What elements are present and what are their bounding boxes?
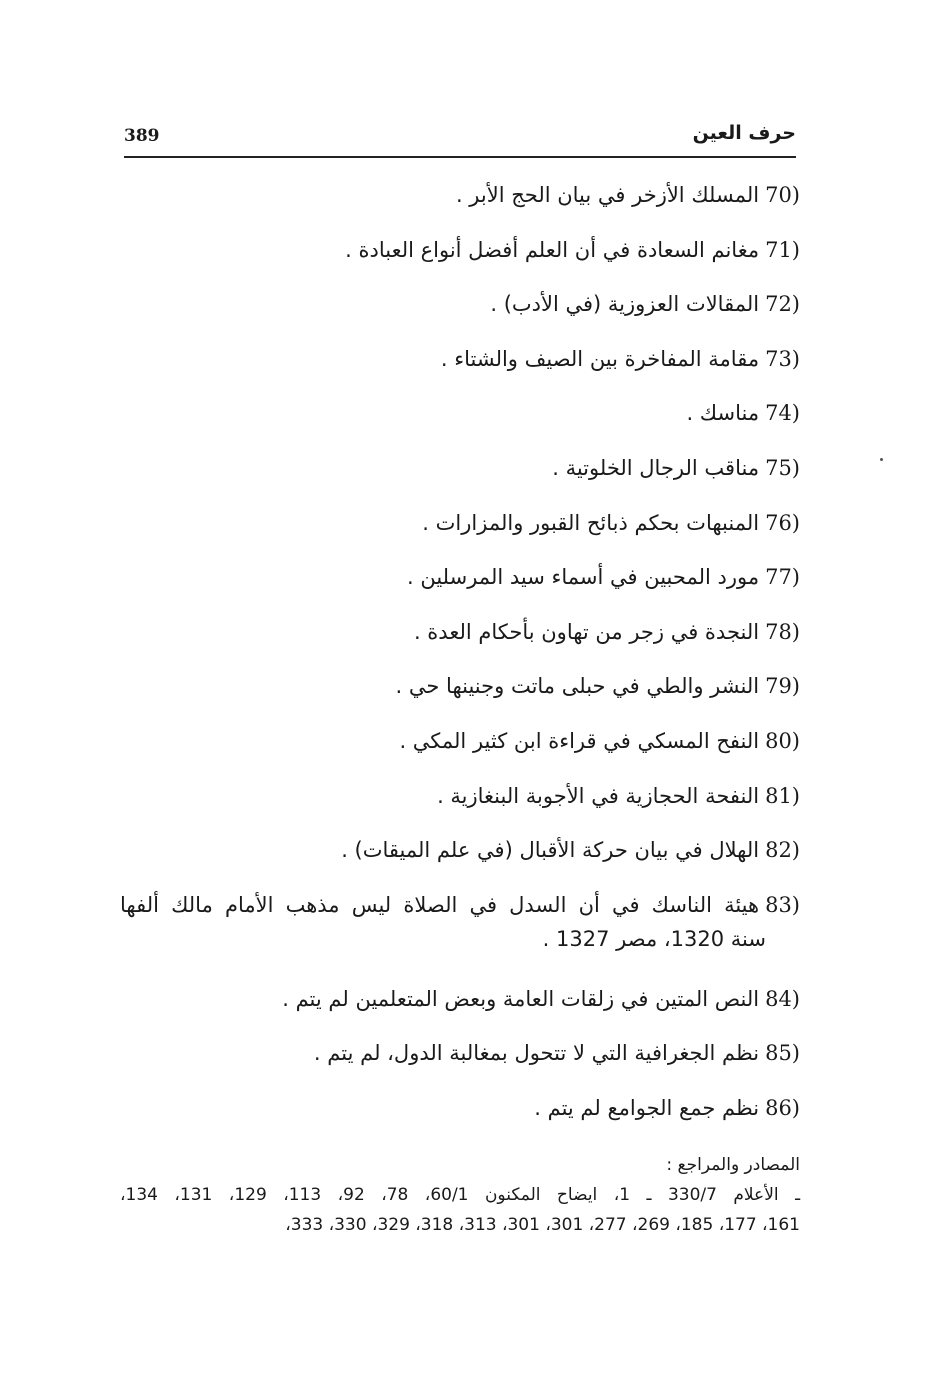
page-header (124, 120, 796, 158)
list-item (120, 504, 800, 559)
list-item (120, 231, 800, 286)
references-line: ـ الأعلام 330/7 ـ 1، ايضاح المكنون 60/1، 78، 92، 113، 129، 131، 134، (120, 1185, 801, 1205)
list-item (120, 667, 800, 722)
references-title: المصادر والمراجع : (666, 1155, 800, 1175)
list-item (120, 176, 800, 231)
item-number: 70) (765, 183, 800, 207)
list-item (120, 722, 800, 777)
item-text: مغانم السعادة في أن العلم أفضل أنواع العبادة . (345, 237, 760, 262)
item-text: مناقب الرجال الخلوتية . (552, 455, 760, 480)
item-number: 76) (765, 510, 800, 535)
item-first-line (120, 886, 800, 924)
item-text: النص المتين في زلقات العامة وبعض المتعلمين لم يتم . (282, 986, 760, 1011)
list-item (120, 1089, 800, 1144)
item-number: 80) (765, 728, 800, 753)
item-number: 79) (765, 674, 800, 699)
item-text: نظم الجغرافية التي لا تتحول بمغالبة الدول، لم يتم . (313, 1041, 760, 1066)
item-number: 75) (765, 455, 800, 480)
references-section (120, 1150, 800, 1240)
list-item (120, 449, 800, 504)
item-text: المنبهات بحكم ذبائح القبور والمزارات . (422, 510, 760, 535)
works-list (120, 176, 800, 1144)
item-number: 82) (765, 838, 800, 863)
list-item (120, 1034, 800, 1089)
item-continuation: سنة 1320، مصر 1327 . (542, 926, 766, 951)
item-text: المسلك الأزخر في بيان الحج الأبر . (455, 183, 760, 207)
references-line: 161، 177، 185، 269، 277، 301، 301، 313، 318، 329، 330، 333، (285, 1215, 800, 1235)
list-item (120, 613, 800, 668)
list-item (120, 340, 800, 395)
item-text: النفح المسكي في قراءة ابن كثير المكي . (399, 728, 760, 753)
list-item (120, 285, 800, 340)
item-text: نظم جمع الجوامع لم يتم . (534, 1095, 760, 1120)
running-title: حرف العين (692, 122, 796, 144)
item-text: النجدة في زجر من تهاون بأحكام العدة . (413, 619, 760, 644)
list-item (120, 777, 800, 832)
item-number: 77) (765, 565, 800, 590)
item-text: مقامة المفاخرة بين الصيف والشتاء . (440, 346, 760, 371)
list-item (120, 831, 800, 886)
item-number: 72) (765, 292, 800, 317)
item-number: 73) (765, 346, 800, 371)
list-item (120, 558, 800, 613)
item-number: 74) (765, 401, 800, 426)
item-text: النشر والطي في حبلى ماتت وجنينها حي . (395, 674, 760, 699)
item-number: 71) (765, 237, 800, 262)
list-item (120, 394, 800, 449)
stray-mark (880, 458, 883, 461)
item-text: هيئة الناسك في أن السدل في الصلاة ليس مذهب الأمام مالك ألفها (120, 892, 760, 917)
list-item (120, 980, 800, 1035)
item-text: المقالات العزوزية (في الأدب) . (490, 292, 760, 317)
item-number: 84) (765, 986, 800, 1011)
item-number: 83) (765, 892, 800, 917)
item-number: 81) (765, 783, 800, 808)
item-number: 86) (765, 1095, 800, 1120)
item-text: الهلال في بيان حركة الأقبال (في علم الميقات) . (341, 838, 760, 863)
item-text: مورد المحبين في أسماء سيد المرسلين . (407, 565, 760, 590)
item-text: مناسك . (686, 401, 760, 426)
item-number: 85) (765, 1041, 800, 1066)
item-text: النفحة الحجازية في الأجوبة البنغازية . (437, 783, 760, 808)
list-item-multiline (120, 886, 800, 980)
page-number: 389 (124, 126, 160, 146)
item-number: 78) (765, 619, 800, 644)
